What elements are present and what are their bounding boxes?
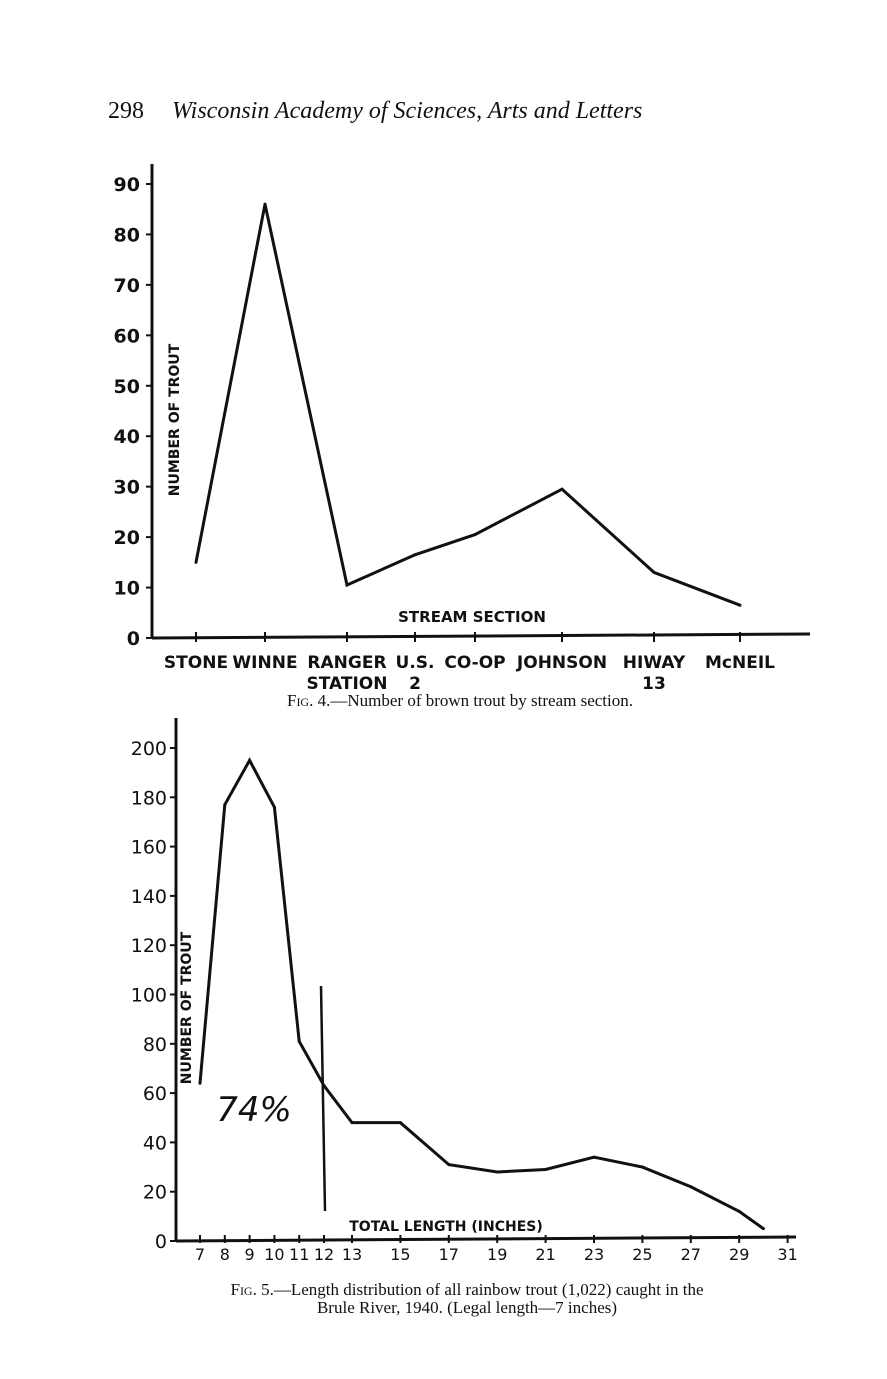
fig5-data-point: [223, 803, 226, 806]
fig4-x-tick-label: WINNE: [232, 653, 298, 673]
fig4-y-tick-label: 40: [113, 426, 140, 449]
fig5-x-tick-label: 19: [487, 1245, 508, 1264]
fig5-data-point: [544, 1168, 547, 1171]
fig4-y-tick-label: 70: [113, 274, 140, 297]
fig5-x-tick-label: 23: [583, 1245, 605, 1264]
fig5-data-point: [762, 1227, 765, 1230]
fig5-data-point: [593, 1156, 596, 1159]
fig5-y-tick-label: 160: [130, 836, 167, 859]
fig5-y-tick-label: 0: [154, 1231, 167, 1253]
fig5-y-tick-label: 200: [130, 738, 167, 760]
fig4-y-tick-label: 10: [113, 577, 140, 600]
fig5-data-point: [447, 1163, 450, 1166]
fig5-x-tick-label: 15: [390, 1245, 411, 1264]
fig5-x-tick-label: 10: [264, 1245, 285, 1264]
fig4-y-tick-label: 50: [113, 375, 140, 398]
fig5-x-tick-label: 31: [777, 1245, 798, 1264]
fig5-series-line: [200, 760, 763, 1228]
fig5-x-tick-label: 17: [438, 1245, 459, 1264]
fig5-x-tick-label: 27: [680, 1245, 701, 1264]
fig5-data-point: [399, 1121, 402, 1124]
fig4-x-tick-label: CO-OP: [444, 653, 506, 673]
fig4-caption-text: —Number of brown trout by stream section.: [330, 691, 633, 710]
fig5-legal-length-divider: [321, 986, 325, 1211]
fig5-data-point: [351, 1121, 354, 1124]
fig4-y-tick-label: 0: [126, 628, 140, 650]
fig5-data-point: [273, 806, 276, 809]
fig5-x-tick-label: 9: [244, 1245, 255, 1264]
fig5-x-axis: [176, 1237, 796, 1241]
fig5-y-tick-label: 20: [142, 1181, 167, 1204]
fig5-x-tick-label: 25: [632, 1245, 653, 1264]
fig5-x-tick-label: 11: [289, 1245, 310, 1264]
fig5-x-tick-label: 12: [313, 1245, 335, 1264]
journal-title: Wisconsin Academy of Sciences, Arts and Letters: [172, 98, 643, 124]
fig4-x-tick-label: 13: [642, 674, 666, 694]
fig4-caption-label: Fig. 4.: [286, 691, 331, 710]
fig4-y-tick-label: 20: [113, 527, 140, 550]
fig4-x-tick-label: U.S.: [395, 653, 435, 673]
fig5-data-point: [199, 1082, 202, 1085]
fig5-x-tick-label: 13: [341, 1245, 363, 1264]
fig5-y-tick-label: 120: [130, 935, 167, 958]
fig5-caption: [112, 1281, 822, 1317]
fig5-annotation-percent: 74%: [216, 1090, 292, 1130]
fig5-x-tick-label: 8: [219, 1245, 230, 1264]
fig4-x-tick-label: McNEIL: [705, 653, 775, 673]
fig4-y-tick-label: 60: [113, 325, 140, 348]
fig4-x-axis-label: STREAM SECTION: [398, 608, 546, 626]
fig4-y-tick-label: 30: [113, 476, 140, 499]
fig4-x-tick-label: RANGER: [307, 653, 387, 673]
fig5-y-axis-label: NUMBER OF TROUT: [179, 931, 195, 1085]
fig5-y-tick-label: 180: [130, 787, 167, 810]
fig5-data-point: [496, 1170, 499, 1173]
fig5-data-point: [689, 1185, 692, 1188]
fig5-y-tick-label: 40: [142, 1132, 167, 1155]
fig5-data-point: [298, 1040, 301, 1043]
fig5-x-axis-label: TOTAL LENGTH (INCHES): [349, 1219, 543, 1235]
fig4-x-tick-label: JOHNSON: [516, 653, 608, 673]
fig5-data-point: [738, 1210, 741, 1213]
page-number: 298: [108, 98, 144, 124]
fig5-data-point: [641, 1166, 644, 1169]
fig4-x-tick-label: HIWAY: [622, 653, 686, 673]
fig5-y-tick-label: 80: [142, 1033, 167, 1056]
fig4-x-tick-label: STONE: [163, 653, 229, 673]
fig4-x-tick-label: STATION: [306, 674, 388, 694]
fig5-caption-line2: Brule River, 1940. (Legal length—7 inches): [316, 1298, 618, 1317]
fig4-y-axis-label: NUMBER OF TROUT: [167, 343, 183, 497]
fig5-caption-label: Fig. 5.: [230, 1280, 274, 1299]
fig5-x-tick-label: 7: [194, 1245, 206, 1264]
fig5-x-tick-label: 29: [729, 1245, 750, 1264]
fig5-x-tick-label: 21: [535, 1245, 556, 1264]
fig5-y-tick-label: 100: [130, 984, 167, 1007]
fig4-y-tick-label: 90: [113, 174, 140, 196]
fig4-y-tick-label: 80: [113, 224, 140, 247]
fig5-y-tick-label: 140: [130, 885, 167, 908]
fig5-y-tick-label: 60: [142, 1083, 167, 1106]
fig5-data-point: [248, 759, 251, 762]
fig5-caption-line1: —Length distribution of all rainbow trout (1,022) caught in the: [273, 1280, 704, 1299]
fig4-x-tick-label: 2: [409, 674, 421, 694]
